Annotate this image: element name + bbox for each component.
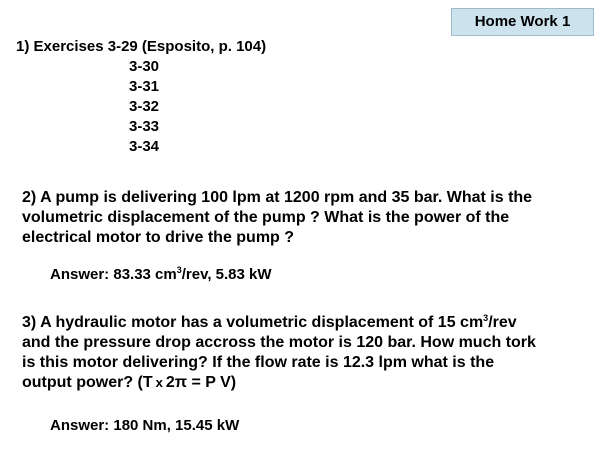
q2-text-line: 2) A pump is delivering 100 lpm at 1200 rpm and 35 bar. What is the <box>22 189 533 206</box>
q3-line1-exponent: 3 <box>483 313 489 323</box>
q3-line1-text: 3) A hydraulic motor has a volumetric displacement of 15 cm <box>22 314 484 331</box>
multiply-sign: x <box>155 375 163 390</box>
two-pi: 2π <box>165 374 188 391</box>
exercise-item: 3-31 <box>129 78 160 95</box>
q3-text-line: is this motor delivering? If the flow rate is 12.3 lpm what is the <box>22 354 495 371</box>
q2-answer-value: Answer: 83.33 cm <box>50 266 177 283</box>
q3-formula-rest: = P V) <box>191 374 237 391</box>
exercise-item: 3-30 <box>129 58 160 75</box>
q1-heading: 1) Exercises 3-29 (Esposito, p. 104) <box>16 38 267 55</box>
exercise-item: 3-33 <box>129 118 160 135</box>
exercise-item: 3-34 <box>129 138 160 155</box>
q3-text-line: and the pressure drop accross the motor is 120 bar. How much tork <box>22 334 536 351</box>
q3-line4-text: output power? (T <box>22 374 153 391</box>
q2-answer-unit: /rev, 5.83 kW <box>181 266 272 283</box>
homework-title-badge: Home Work 1 <box>451 8 594 36</box>
q2-answer <box>50 266 272 284</box>
q3-text-line <box>22 313 517 333</box>
q3-line1-unit: /rev <box>488 314 517 331</box>
q3-answer: Answer: 180 Nm, 15.45 kW <box>50 417 240 434</box>
q3-text-line <box>22 373 236 393</box>
exercise-item: 3-32 <box>129 98 160 115</box>
q2-text-line: volumetric displacement of the pump ? What is the power of the <box>22 209 510 226</box>
q2-answer-exponent: 3 <box>176 265 182 275</box>
q2-text-line: electrical motor to drive the pump ? <box>22 229 295 246</box>
